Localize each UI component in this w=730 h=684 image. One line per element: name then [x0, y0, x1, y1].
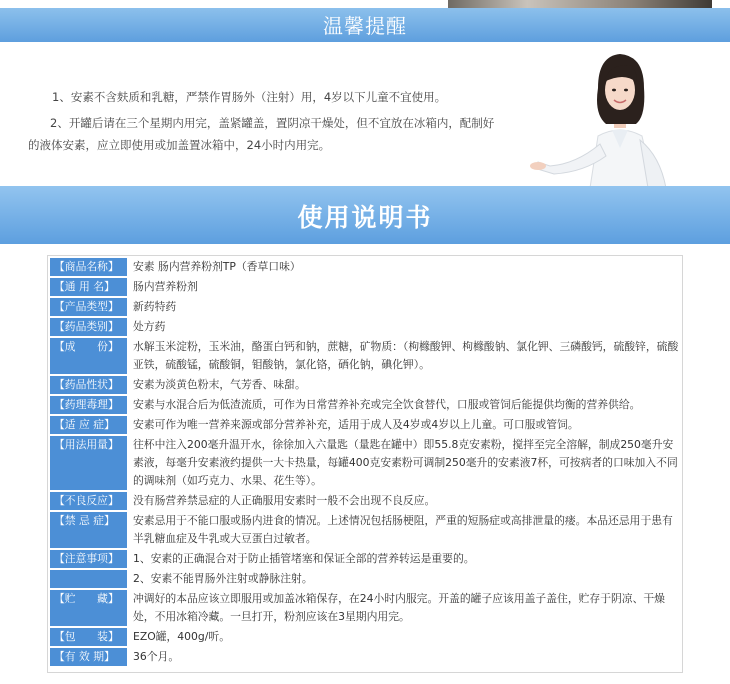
row-value: EZO罐，400g/听。	[133, 630, 231, 643]
row-label: 【产品类型】	[50, 298, 127, 316]
row-value: 往杯中注入200毫升温开水，徐徐加入六量匙（量匙在罐中）即55.8克安素粉，搅拌至完全溶解，制成250毫升安素液，每毫升安素液约提供一大卡热量，每罐400克安素粉可调制250毫升的安素液7杯，可按病者的口味加入不同的调味剂（如巧克力、水果、花生等）。	[133, 438, 678, 487]
table-row	[50, 338, 680, 374]
table-row	[50, 298, 680, 316]
table-row	[50, 512, 680, 548]
table-row	[50, 436, 680, 490]
table-row	[50, 396, 680, 414]
row-value: 安素忌用于不能口服或肠内进食的情况。上述情况包括肠梗阻，严重的短肠症或高排泄量的瘘。本品还忌用于患有半乳糖血症及牛乳或大豆蛋白过敏者。	[133, 514, 673, 545]
row-value: 冲调好的本品应该立即服用或加盖冰箱保存，在24小时内服完。开盖的罐子应该用盖子盖住，贮存于阴凉、干燥处，不用冰箱冷藏。一旦打开，粉剂应该在3星期内用完。	[133, 592, 665, 623]
warm-tips-banner	[0, 0, 730, 42]
table-row	[50, 628, 680, 646]
row-label: 【商品名称】	[50, 258, 127, 276]
table-row	[50, 590, 680, 626]
manual-banner	[0, 186, 730, 244]
row-value: 肠内营养粉剂	[133, 280, 198, 293]
row-value: 没有肠营养禁忌症的人正确服用安素时一般不会出现不良反应。	[133, 494, 436, 507]
table-row	[50, 376, 680, 394]
tip-item: 1、安素不含麸质和乳糖，严禁作胃肠外（注射）用，4岁以下儿童不宜使用。	[52, 90, 447, 104]
row-value: 安素与水混合后为低渣流质，可作为日常营养补充或完全饮食替代，口服或管饲后能提供均衡的营养供给。	[133, 398, 641, 411]
row-value: 1、安素的正确混合对于防止插管堵塞和保证全部的营养转运是重要的。	[133, 552, 475, 565]
row-label: 【包 装】	[50, 628, 127, 646]
row-label	[50, 570, 127, 588]
photo-edge-image	[448, 0, 712, 8]
row-label: 【贮 藏】	[50, 590, 127, 626]
warm-tips-title: 温馨提醒	[323, 14, 407, 38]
row-label: 【通 用 名】	[50, 278, 127, 296]
row-label: 【不良反应】	[50, 492, 127, 510]
row-label: 【用法用量】	[50, 436, 127, 490]
table-row	[50, 278, 680, 296]
row-value: 安素为淡黄色粉末，气芳香、味甜。	[133, 378, 306, 391]
table-row	[50, 648, 680, 666]
row-label: 【适 应 症】	[50, 416, 127, 434]
manual-title: 使用说明书	[297, 203, 433, 232]
row-label: 【注意事项】	[50, 550, 127, 568]
tip-item: 2、开罐后请在三个星期内用完，盖紧罐盖，置阴凉干燥处，但不宜放在冰箱内，配制好的液体安素，应立即使用或加盖置冰箱中，24小时内用完。	[28, 116, 495, 152]
table-row	[50, 550, 680, 568]
row-label: 【禁 忌 症】	[50, 512, 127, 548]
row-value: 水解玉米淀粉，玉米油，酪蛋白钙和钠，蔗糖，矿物质：（枸橼酸钾、枸橼酸钠、氯化钾、三磷酸钙，硫酸锌，硫酸亚铁，硫酸锰，硫酸铜，钼酸钠，氯化铬，硒化钠，碘化钾）。	[133, 340, 679, 371]
row-value: 处方药	[133, 320, 166, 333]
table-row	[50, 258, 680, 276]
row-value: 36个月。	[133, 650, 180, 663]
row-value: 安素 肠内营养粉剂TP（香草口味）	[133, 260, 301, 273]
row-label: 【药品类别】	[50, 318, 127, 336]
manual-table	[47, 255, 683, 673]
table-row	[50, 416, 680, 434]
table-row	[50, 318, 680, 336]
table-row	[50, 570, 680, 588]
row-label: 【药品性状】	[50, 376, 127, 394]
row-label: 【药理毒理】	[50, 396, 127, 414]
doctor-illustration	[520, 44, 720, 188]
table-row	[50, 492, 680, 510]
row-value: 2、安素不能胃肠外注射或静脉注射。	[133, 572, 313, 585]
row-label: 【成 份】	[50, 338, 127, 374]
row-label: 【有 效 期】	[50, 648, 127, 666]
row-value: 安素可作为唯一营养来源或部分营养补充，适用于成人及4岁或4岁以上儿童。可口服或管饲。	[133, 418, 579, 431]
row-value: 新药特药	[133, 300, 177, 313]
